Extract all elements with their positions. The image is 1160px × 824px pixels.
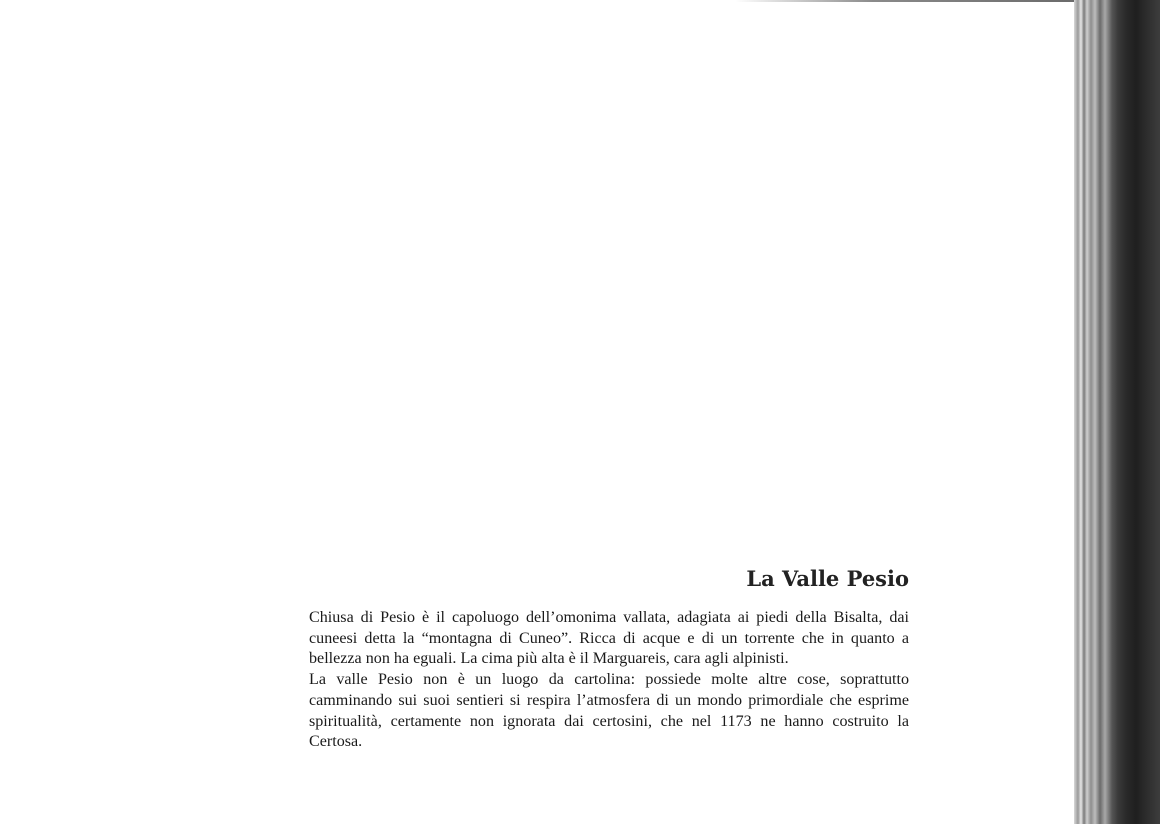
page-top-edge [735, 0, 1080, 2]
article-paragraph-1: Chiusa di Pesio è il capoluogo dell’omonima vallata, adagiata ai piedi della Bisalta, dai cuneesi detta la “montagna di Cuneo”. Ricca di acque e di un torrente che in quanto a bellezza non ha eguali. La cima più alta è il Marguareis, cara agli alpinisti. [309, 609, 909, 668]
article-paragraph-2: La valle Pesio non è un luogo da cartolina: possiede molte altre cose, soprattutto camminando sui suoi sentieri si respira l’atmosfera di un mondo primordiale che esprime spiritualità, certamente non ignorata dai certosini, che nel 1173 ne hanno costruito la Certosa. [309, 671, 909, 751]
book-spine-edge [1074, 0, 1160, 824]
article-title: La Valle Pesio [746, 566, 909, 591]
article [309, 564, 909, 753]
